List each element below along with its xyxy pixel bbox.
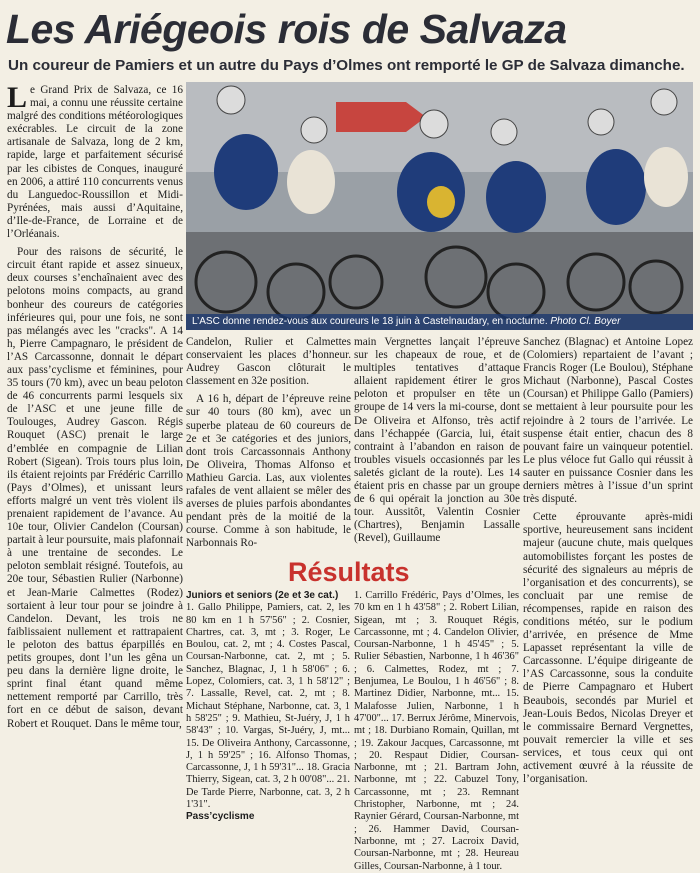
article-column-3 xyxy=(354,336,520,560)
results-title: Résultats xyxy=(288,557,410,587)
headline: Les Ariégeois rois de Salvaza xyxy=(6,6,567,52)
article-paragraph: Pour des raisons de sécurité, le circuit étant rapide et assez sinueux, deux courses s’enchaînaient avec des pelotons moins compacts, au grand bonheur des coureurs de catégories inférieures qui, pour une fois, ne sont pas mélangés avec les "cracks". A 14 h, Pierre Campagnaro, le président de l’AS Carcassonne, donnait le départ aux pass’cyclisme et féminines, pour 35 tours (70 km), avec un beau peloton de 46 concurrents parmi lesquels six de l’ASC et une jeune fille de Toulouges, Audrey Gascon. Régis Rouquet (ASC) prenait le large d’emblée en compagnie de Lilian Robert (Sigean). Trois tours plus loin, ils étaient rejoints par Frédéric Carrillo (Pays d’Olmes), et unissant leurs efforts malgré un vent très violent ils prenaient rapidement de l’avance. Au 10e tour, Olivier Candelon (Coursan) partait à leur poursuite, mais plafonnait à une trentaine de secondes. Le peloton semblait résigné. Toutefois, au 20e tour, Sébastien Rulier (Narbonne) et Jean-Marie Calmettes (Rodez) sortaient à leur tour pour se joindre à Candelon. Devant, les trois ne faiblissaient nullement et rattrapaient le peloton des battus éparpillés en petits groupes, dont l’un les gêna un peu dans la dernière ligne droite, le sprint final étant quand même nettement remporté par Carrillo, très fort en ce début de saison, devant Robert et Rouquet. Dans le même tour, xyxy=(7,246,183,730)
photo-caption: L’ASC donne rendez-vous aux coureurs le 18 juin à Castelnaudary, en nocturne. Photo Cl. Boyer xyxy=(186,314,693,330)
cyclists-image xyxy=(186,82,693,330)
article-paragraph: main Vergnettes lançait l’épreuve sur les chapeaux de roue, et de multiples tentatives d’attaque allaient rapidement étirer le gros peloton et propulser en tête un groupe de 14 vers la mi-course, dont De Oliveira et Alfonso, très actif dans l’échappée (Garcia, lui, était contraint à l’abandon en raison de troubles visuels occasionnés par les saletés giclant de la route). Les 14 étaient pris en chasse par un groupe de 6 qui opérait la jonction au 30e tour. Aussitôt, Valentin Cosnier (Chartres), Benjamin Lassalle (Revel), Guillaume xyxy=(354,336,520,545)
article-paragraph: Candelon, Rulier et Calmettes conservaient les places d’honneur. Audrey Gascon clôturait le classement en 32e position. xyxy=(186,336,351,388)
results-column-1 xyxy=(186,590,350,823)
subheadline: Un coureur de Pamiers et un autre du Pays d’Olmes ont remporté le GP de Salvaza dimanche. xyxy=(8,57,685,74)
results-column-2 xyxy=(354,590,519,872)
results-section-heading: Pass’cyclisme xyxy=(186,811,255,823)
race-photo xyxy=(186,82,693,330)
results-section-heading: Juniors et seniors (2e et 3e cat.) xyxy=(186,590,339,601)
article-column-4 xyxy=(523,336,693,796)
article-column-1 xyxy=(7,81,183,796)
article-paragraph: A 16 h, départ de l’épreuve reine sur 40 tours (80 km), avec un superbe plateau de 60 coureurs de 2e et 3e catégories et des juniors, dont trois Carcassonnais Anthony De Oliveira, Thomas Alfonso et Mathieu Garcia. Las, aux violentes rafales de vent allaient se mêler des averses de pluies parfois abondantes pendant près de la moitié de la course. Comme à son habitude, le Narbonnais Ro- xyxy=(186,393,351,550)
article-paragraph: Cette éprouvante après-midi sportive, heureusement sans incident majeur (aucune chute, mais quelques automobilistes forçant les postes de sécurité des signaleurs au mépris de l’organisation et des concurrents), se concluait par une remise de récompenses, rapide en raison des conditions météo, sur le podium d’arrivée, en présence de Mme Lapasset représentant la ville de Carcassonne. L’équipe dirigeante de l’AS Carcassonne, sous la conduite de Pierre Campagnaro et Hubert Beaubois, secondés par Muriel et Jean-Louis Bedos, Nicolas Dreyer et le commissaire Bernard Vergnettes, pouvait remercier la ville et ses services, et tous ceux qui ont activement œuvré à la réussite de l’organisation. xyxy=(523,511,693,786)
article-paragraph: Sanchez (Blagnac) et Antoine Lopez (Colomiers) repartaient de l’avant ; Francis Roger (Le Boulou), Stéphane Michaut (Narbonne), Pascal Costes (Coursan) et Philippe Gallo (Pamiers) se mettaient à leur poursuite pour les rejoindre à 2 tours de l’arrivée. Le suspense était entier, chacun des 8 pouvant faire un vainqueur potentiel. Le plus véloce fut Gallo qui réussit à sauter en puissance Cosnier dans les derniers mètres à l’issue d’un sprint très disputé. xyxy=(523,336,693,506)
article-paragraph: Le Grand Prix de Salvaza, ce 16 mai, a connu une réussite certaine malgré des conditions météorologiques exécrables. Le circuit de la zone artisanale de Salvaza, long de 2 km, rapide, large et parfaitement sécurisé par les cibistes de Conques, inauguré en 2006, a attiré 110 concurrents venus du Languedoc-Roussillon et Midi-Pyrénées, mais aussi d’Aquitaine, d’Ile-de-France, de Lorraine et de l’Orléanais. xyxy=(7,81,183,241)
drop-cap: L xyxy=(7,81,28,114)
results-list: 1. Carrillo Frédéric, Pays d’Olmes, les 70 km en 1 h 43'58" ; 2. Robert Lilian, Sigean, mt ; 3. Rouquet Régis, Carcassonne, mt ; 4. Candelon Olivier, Coursan-Narbonne, 1 h 45'45" ; 5. Rulier Sébastien, Narbonne, 1 h 46'36" ; 6. Calmettes, Rodez, mt ; 7. Benjumea, Le Boulou, 1 h 46'56" ; 8. Martinez Didier, Narbonne, mt... 15. Malafosse Julien, Narbonne, 1 h 47'00"... 17. Berrux Jérôme, Minervois, mt ; 18. Durbiano Romain, Quillan, mt ; 19. Zakour Jacques, Carcassonne, mt ; 20. Respaut Didier, Coursan-Narbonne, mt ; 21. Bartram John, Narbonne, mt ; 22. Cabuzel Tony, Carcassonne, mt ; 23. Remnant Christopher, Narbonne, mt ; 24. Raynier Gérard, Coursan-Narbonne, mt ; 26. Hammer David, Coursan-Narbonne, mt ; 27. Lacroix David, Coursan-Narbonne, mt ; 28. Heureau Gilles, Coursan-Narbonne, à 1 tour. xyxy=(354,590,519,872)
article-column-2 xyxy=(186,336,351,560)
results-list: 1. Gallo Philippe, Pamiers, cat. 2, les 80 km en 1 h 57'56" ; 2. Cosnier, Chartres, cat. 3, mt ; 3. Roger, Le Boulou, cat. 2, mt ; 4. Costes Pascal, Coursan-Narbonne, cat. 2, mt ; 5. Sanchez, Blagnac, J, 1 h 58'06" ; 6. Lopez, Colomiers, cat. 3, 1 h 58'12" ; 7. Lassalle, Revel, cat. 2, mt ; 8. Michaut Stéphane, Narbonne, cat. 3, 1 h 58'25" ; 9. Mathieu, St-Juéry, J, 1 h 58'43" ; 10. Vargas, St-Juéry, J, mt... 15. De Oliveira Anthony, Carcassonne, J, 1 h 59'25" ; 16. Alfonso Thomas, Carcassonne, J, 1 h 59'31"... 18. Gracia Thierry, Sigean, cat. 3, 2 h 00'08"... 21. De Tarde Pierre, Narbonne, cat. 3, 2 h 1'31". xyxy=(186,602,350,811)
photo-credit: Photo Cl. Boyer xyxy=(550,316,621,327)
